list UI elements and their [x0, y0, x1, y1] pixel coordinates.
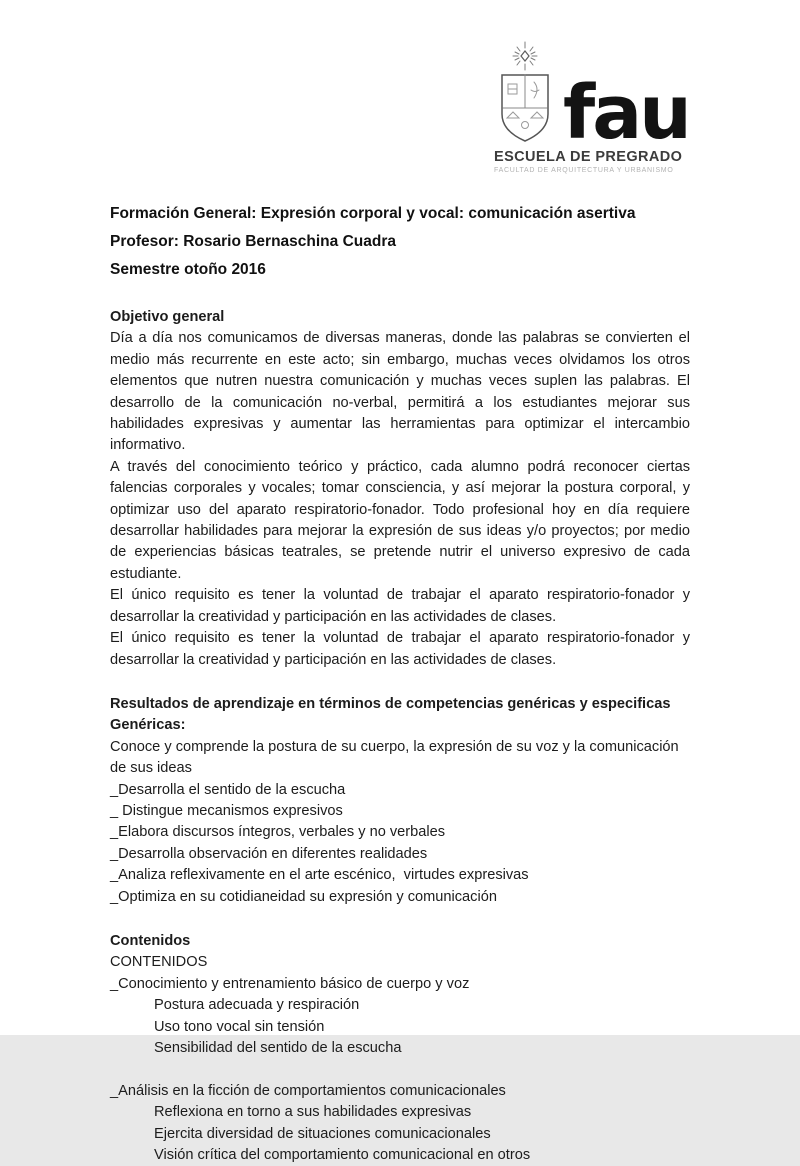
contenidos-section	[110, 931, 690, 1166]
objetivo-section	[110, 307, 690, 671]
professor-line: Profesor: Rosario Bernaschina Cuadra	[110, 233, 396, 250]
fau-logo	[494, 40, 694, 174]
document-content	[110, 200, 690, 1166]
contenidos-heading: Contenidos	[110, 932, 191, 949]
logo-faculty-name: FACULTAD DE ARQUITECTURA Y URBANISMO	[494, 167, 674, 174]
logo-school-name: ESCUELA DE PREGRADO	[494, 149, 683, 165]
resultados-item: _Elabora discursos íntegros, verbales y no verbales	[110, 824, 446, 841]
contenidos-item: Postura adecuada y respiración	[154, 997, 360, 1014]
contenidos-item: Uso tono vocal sin tensión	[154, 1018, 325, 1035]
resultados-item: _Desarrolla el sentido de la escucha	[110, 781, 346, 798]
objetivo-paragraph: Día a día nos comunicamos de diversas maneras, donde las palabras se convierten el medio más recurrente en este acto; sin embargo, muchas veces olvidamos los otros elementos que nutren nuestra comunicación y muchas veces suplen las palabras. El desarrollo de la comunicación no-verbal, permitirá a los estudiantes mejorar sus habilidades expresivas y aumentar las herramientas para optimizar el intercambio informativo.	[110, 330, 690, 454]
contenidos-block-title: _Conocimiento y entrenamiento básico de cuerpo y voz	[110, 975, 470, 992]
objetivo-heading: Objetivo general	[110, 309, 225, 325]
contenidos-block	[110, 974, 690, 1060]
contenidos-item: Reflexiona en torno a sus habilidades expresivas	[154, 1104, 472, 1121]
resultados-subheading: Genéricas:	[110, 717, 186, 734]
resultados-item: _ Distingue mecanismos expresivos	[110, 802, 343, 819]
contenidos-subheading: CONTENIDOS	[110, 954, 208, 971]
contenidos-block	[110, 1081, 690, 1166]
contenidos-item: Ejercita diversidad de situaciones comunicacionales	[154, 1125, 491, 1142]
resultados-item: _Desarrolla observación en diferentes realidades	[110, 845, 428, 862]
contenidos-item: Visión crítica del comportamiento comunicacional en otros	[154, 1147, 531, 1164]
title-block	[110, 200, 690, 284]
objetivo-paragraph: A través del conocimiento teórico y práctico, cada alumno podrá reconocer ciertas falencias corporales y vocales; tomar consciencia, y así mejorar la postura corporal, y optimizar uso del aparato respiratorio-fonador. Todo profesional hoy en día requiere desarrollar habilidades para mejorar la expresión de sus ideas y/o proyectos; por medio de experiencias básicas teatrales, se pretende nutrir el universo expresivo de cada estudiante.	[110, 458, 690, 582]
semester-line: Semestre otoño 2016	[110, 261, 266, 278]
resultados-heading: Resultados de aprendizaje en términos de competencias genéricas y especificas	[110, 695, 671, 712]
fau-wordmark: fau	[563, 70, 689, 157]
contenidos-item: Sensibilidad del sentido de la escucha	[154, 1040, 402, 1056]
resultados-section	[110, 694, 690, 908]
resultados-item: _Analiza reflexivamente en el arte escénico, virtudes expresivas	[110, 867, 529, 884]
objetivo-paragraph: El único requisito es tener la voluntad de trabajar el aparato respiratorio-fonador y desarrollar la creatividad y participación en las actividades de clases.	[110, 630, 690, 668]
contenidos-block-title: _Análisis en la ficción de comportamientos comunicacionales	[110, 1082, 506, 1099]
university-crest-icon	[494, 40, 558, 146]
objetivo-paragraph: El único requisito es tener la voluntad de trabajar el aparato respiratorio-fonador y desarrollar la creatividad y participación en las actividades de clases.	[110, 587, 690, 625]
course-title: Formación General: Expresión corporal y vocal: comunicación asertiva	[110, 205, 636, 222]
resultados-intro: Conoce y comprende la postura de su cuerpo, la expresión de su voz y la comunicación de sus ideas	[110, 738, 683, 777]
resultados-item: _Optimiza en su cotidianeidad su expresión y comunicación	[110, 888, 497, 905]
